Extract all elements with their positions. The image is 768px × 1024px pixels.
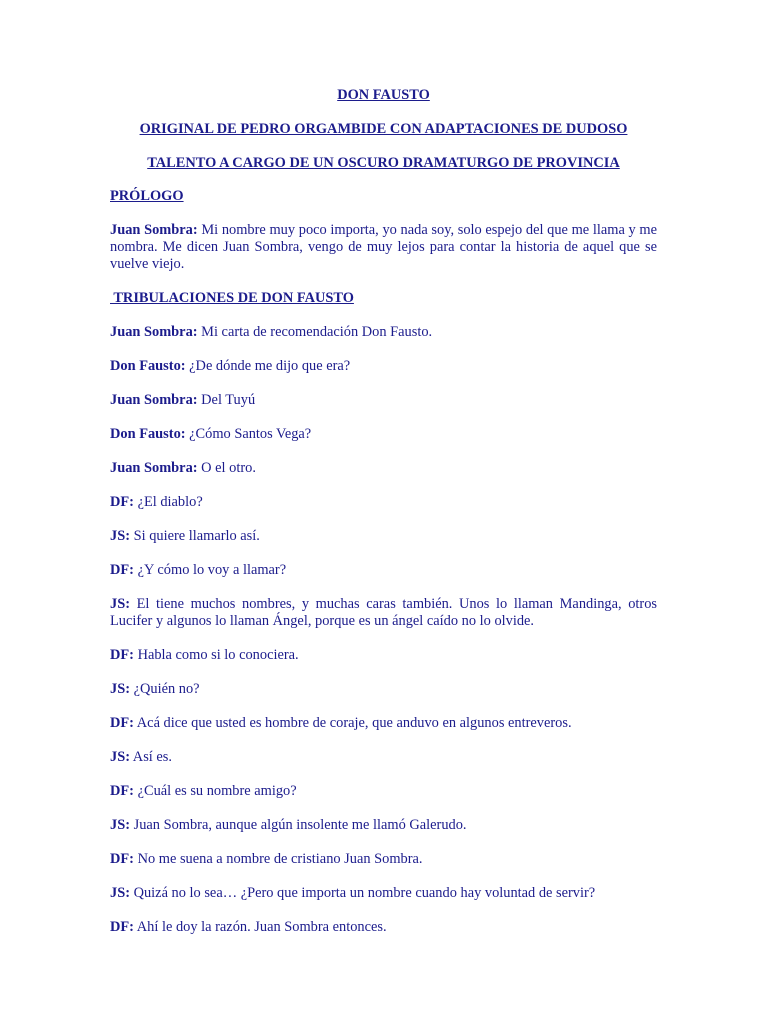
speaker-name: Don Fausto: — [110, 426, 186, 442]
dialogue-line — [110, 851, 657, 868]
speaker-name: DF: — [110, 494, 134, 510]
speech-text: ¿Quién no? — [130, 681, 200, 697]
speech-text: Mi nombre muy poco importa, yo nada soy, solo espejo del que me llama y me nombra. Me dicen Juan Sombra, vengo de muy lejos para contar la historia de aquel que se vuelve viejo. — [110, 222, 657, 272]
speech-text: ¿Y cómo lo voy a llamar? — [133, 562, 287, 578]
dialogue-line — [110, 783, 657, 800]
speech-text: No me suena a nombre de cristiano Juan Sombra. — [133, 851, 423, 867]
speaker-name: JS: — [110, 749, 130, 765]
speech-text: Juan Sombra, aunque algún insolente me llamó Galerudo. — [130, 817, 467, 833]
section-heading: TRIBULACIONES DE DON FAUSTO — [110, 290, 354, 306]
subtitle-line-1: ORIGINAL DE PEDRO ORGAMBIDE CON ADAPTACIONES DE DUDOSO — [139, 121, 628, 137]
dialogue-line — [110, 324, 657, 341]
speaker-name: DF: — [110, 919, 134, 935]
speaker-name: JS: — [110, 885, 130, 901]
speech-text: ¿Cómo Santos Vega? — [185, 426, 312, 442]
speech-text: Quizá no lo sea… ¿Pero que importa un nombre cuando hay voluntad de servir? — [130, 885, 596, 901]
dialogue-line — [110, 681, 657, 698]
play-title: DON FAUSTO — [337, 87, 430, 103]
speech-text: Acá dice que usted es hombre de coraje, que anduvo en algunos entreveros. — [133, 715, 572, 731]
dialogue-line — [110, 460, 657, 477]
speaker-name: JS: — [110, 817, 130, 833]
speaker-name: Juan Sombra: — [110, 324, 198, 340]
document-page — [110, 87, 657, 936]
speaker-name: DF: — [110, 647, 134, 663]
dialogue-line — [110, 817, 657, 834]
dialogue-line — [110, 358, 657, 375]
speech-text: O el otro. — [197, 460, 256, 476]
speech-text: Ahí le doy la razón. Juan Sombra entonces. — [133, 919, 387, 935]
speech-text: ¿De dónde me dijo que era? — [185, 358, 351, 374]
prologue-heading: PRÓLOGO — [110, 188, 184, 204]
dialogue-line — [110, 494, 657, 511]
dialogue-line — [110, 426, 657, 443]
speaker-name: JS: — [110, 528, 130, 544]
speech-text: Del Tuyú — [197, 392, 256, 408]
speaker-name: DF: — [110, 783, 134, 799]
speaker-name: DF: — [110, 562, 134, 578]
speech-text: El tiene muchos nombres, y muchas caras también. Unos lo llaman Mandinga, otros Lucifer y algunos lo llaman Ángel, porque es un ángel caído no lo olvide. — [110, 596, 657, 629]
prologue-paragraph — [110, 222, 657, 273]
speech-text: Mi carta de recomendación Don Fausto. — [197, 324, 433, 340]
subtitle-line-2: TALENTO A CARGO DE UN OSCURO DRAMATURGO DE PROVINCIA — [147, 155, 620, 171]
speaker-name: DF: — [110, 715, 134, 731]
dialogue-line — [110, 528, 657, 545]
speaker-name: Juan Sombra: — [110, 460, 198, 476]
dialogue-list — [110, 324, 657, 936]
speaker-name: JS: — [110, 681, 130, 697]
speaker-name: DF: — [110, 851, 134, 867]
speech-text: ¿Cuál es su nombre amigo? — [133, 783, 297, 799]
dialogue-line — [110, 392, 657, 409]
dialogue-line — [110, 715, 657, 732]
speech-text: Así es. — [130, 749, 172, 765]
speaker-name: Don Fausto: — [110, 358, 186, 374]
speech-text: Habla como si lo conociera. — [133, 647, 299, 663]
speaker-name: JS: — [110, 596, 130, 612]
dialogue-line — [110, 919, 657, 936]
speaker-name: Juan Sombra: — [110, 392, 198, 408]
dialogue-line — [110, 885, 657, 902]
dialogue-line — [110, 562, 657, 579]
dialogue-line — [110, 596, 657, 630]
speech-text: Si quiere llamarlo así. — [130, 528, 260, 544]
dialogue-line — [110, 749, 657, 766]
dialogue-line — [110, 647, 657, 664]
speech-text: ¿El diablo? — [133, 494, 203, 510]
speaker-name: Juan Sombra: — [110, 222, 198, 238]
